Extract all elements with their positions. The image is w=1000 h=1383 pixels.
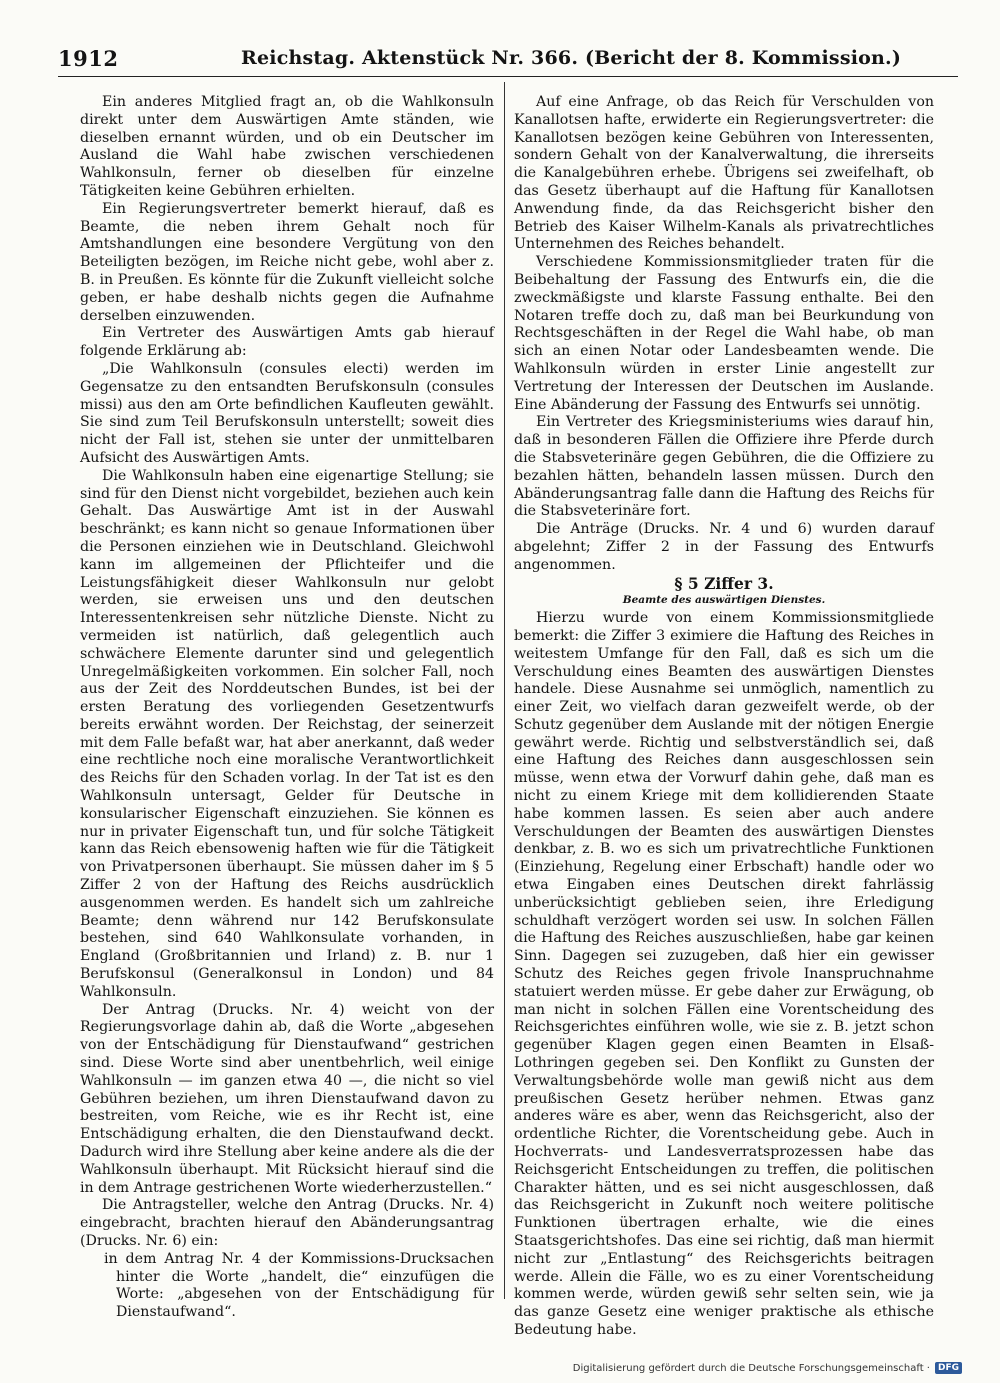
paragraph: Der Antrag (Drucks. Nr. 4) weicht von der Regierungsvorlage dahin ab, daß die Worte „abgesehen von der Entschädigung für Dienstaufwand“ gestrichen sind. Diese Worte sind aber unentbehrlich, weil einige Wahlkonsuln — im ganzen etwa 40 —, die nicht so viel Gebühren beziehen, um ihren Dienstaufwand davon zu bestreiten, vom Reiche, wie es ihr Recht ist, eine Entschädigung erhalten, die den Dienstaufwand deckt. Dadurch wird ihre Stellung aber keine andere als die der Wahlkonsuln überhaupt. Mit Rücksicht hierauf sind die in dem Antrage gestrichenen Worte wiederherzustellen.“: [80, 1001, 494, 1196]
page-header: [58, 46, 958, 76]
section-heading: § 5 Ziffer 3.: [674, 573, 774, 593]
paragraph: Ein anderes Mitglied fragt an, ob die Wahlkonsuln direkt unter dem Auswärtigen Amte ständen, wie dieselben ernannt würden, und ob ein Deutscher im Ausland die Wahl habe zwischen verschiedenen Wahlkonsuln, ferner ob dieselben für einzelne Tätigkeiten keine Gebühren erhielten.: [80, 94, 494, 199]
paragraph: Die Antragsteller, welche den Antrag (Drucks. Nr. 4) eingebracht, brachten hierauf den Abänderungsantrag (Drucks. Nr. 6) ein:: [80, 1197, 494, 1249]
paragraph: Verschiedene Kommissionsmitglieder traten für die Beibehaltung der Fassung des Entwurfs ein, die die zweckmäßigste und klarste Fassung enthalte. Bei den Notaren treffe doch zu, daß man bei Beurkundung von Rechtsgeschäften in der Regel die Wahl habe, ob man sich an einen Notar oder Landesbeamten wende. Die Wahlkonsuln würden in erster Linie angestellt zur Vertretung der Interessen der Deutschen im Auslande. Eine Abänderung der Fassung des Entwurfs sei unnötig.: [514, 254, 934, 413]
page-number: 1912: [58, 46, 119, 71]
column-divider: [504, 82, 505, 1299]
credit-text: Digitalisierung gefördert durch die Deutsche Forschungsgemeinschaft ·: [572, 1362, 930, 1374]
digitization-credit: [573, 1362, 962, 1374]
right-column: [514, 94, 934, 1340]
section-subheading: Beamte des auswärtigen Dienstes.: [622, 594, 826, 607]
dfg-logo: DFG: [935, 1362, 962, 1374]
paragraph: Auf eine Anfrage, ob das Reich für Verschulden von Kanallotsen hafte, erwiderte ein Regierungsvertreter: die Kanallotsen bezögen keine Gebühren von Interessenten, sondern Gehalt von der Kanalverwaltung, die ihrerseits die Kanalgebühren erhebe. Übrigens sei zweifelhaft, ob das Gesetz überhaupt auf die Haftung für Kanallotsen Anwendung finde, da das Reichsgericht bisher den Betrieb des Kaiser Wilhelm-Kanals als privatrechtliches Unternehmen des Reiches behandelt.: [514, 94, 934, 253]
paragraph: Hierzu wurde von einem Kommissionsmitgliede bemerkt: die Ziffer 3 eximiere die Haftung des Reiches in weitestem Umfange für den Fall, daß es sich um die Verschuldung eines Beamten des auswärtigen Dienstes handele. Diese Ausnahme sei unmöglich, namentlich zu einer Zeit, wo vielfach daran gezweifelt werde, ob der Schutz gegenüber dem Auslande mit der nötigen Energie gewährt werde. Richtig und selbstverständlich sei, daß eine Haftung des Reiches dann ausgeschlossen sein müsse, wenn etwa der Vorwurf dahin gehe, daß man es nicht zu einem Kriege mit dem kollidierenden Staate habe kommen lassen. Es seien aber auch andere Verschuldungen der Beamten des auswärtigen Dienstes denkbar, z. B. wo es sich um privatrechtliche Funktionen (Einziehung, Regelung einer Erbschaft) handle oder wo etwa Eingaben eines Deutschen direkt fahrlässig unberücksichtigt geblieben seien, ihre Erledigung schuldhaft verzögert worden sei usw. In solchen Fällen die Haftung des Reiches auszuschließen, habe gar keinen Sinn. Dagegen sei zuzugeben, daß hier ein gewisser Schutz des Reiches gegen frivole Inanspruchnahme statuiert werden müsse. Er gebe daher zur Erwägung, ob man nicht in solchen Fällen eine Vorentscheidung des Reichsgerichtes einführen wolle, wie sie z. B. jetzt schon gegenüber Klagen gegen einen Beamten in Elsaß-Lothringen gegeben sei. Den Konflikt zu Gunsten der Verwaltungsbehörde wolle man gewiß nicht aus dem preußischen Gesetz herüber nehmen. Etwas ganz anderes wäre es aber, wenn das Reichsgericht, also der ordentliche Richter, die Vorentscheidung gebe. Auch in Hochverrats- und Landesverratsprozessen habe das Reichsgericht Entscheidungen zu treffen, die politischen Charakter hätten, und es sei nicht ausgeschlossen, daß das Reichsgericht in Zukunft noch weitere politische Funktionen übertragen erhalte, wie die eines Staatsgerichtshofes. Das eine sei richtig, daß man hiermit nicht zur „Entlastung“ des Reichsgerichts beitragen werde. Allein die Fälle, wo es zu einer Vorentscheidung kommen werde, würden gewiß sehr selten sein, wie ja das ganze Gesetz eine weniger praktische als ethische Bedeutung habe.: [514, 610, 934, 1338]
header-rule: [58, 76, 958, 77]
running-head: Reichstag. Aktenstück Nr. 366. (Bericht der 8. Kommission.): [241, 47, 902, 69]
paragraph: Ein Vertreter des Auswärtigen Amts gab hierauf folgende Erklärung ab:: [80, 325, 494, 360]
quoted-motion: in dem Antrag Nr. 4 der Kommissions-Drucksachen hinter die Worte „handelt, die“ einzufügen die Worte: „abgesehen von der Entschädigung für Dienstaufwand“.: [104, 1250, 494, 1321]
left-column: [80, 94, 494, 1322]
paragraph: Die Anträge (Drucks. Nr. 4 und 6) wurden darauf abgelehnt; Ziffer 2 in der Fassung des Entwurfs angenommen.: [514, 521, 934, 573]
paragraph: „Die Wahlkonsuln (consules electi) werden im Gegensatze zu den entsandten Berufskonsuln (consules missi) aus den am Orte befindlichen Kaufleuten gewählt. Sie sind zum Teil Berufskonsuln unterstellt; soweit dies nicht der Fall ist, stehen sie unter der unmittelbaren Aufsicht des Auswärtigen Amts.: [80, 360, 494, 466]
paragraph: Die Wahlkonsuln haben eine eigenartige Stellung; sie sind für den Dienst nicht vorgebildet, beziehen auch kein Gehalt. Das Auswärtige Amt ist in der Auswahl beschränkt; es kann nicht so genaue Informationen über die Personen einziehen wie in Deutschland. Gleichwohl kann im allgemeinen der Pflichteifer und die Leistungsfähigkeit dieser Wahlkonsuln nur gelobt werden, sie erweisen uns und den deutschen Interessentenkreisen sehr nützliche Dienste. Nicht zu vermeiden ist natürlich, daß gelegentlich auch schwächere Elemente darunter sind und gelegentlich Unregelmäßigkeiten vorkommen. Ein solcher Fall, noch aus der Zeit des Norddeutschen Bundes, ist bei der ersten Beratung des vorliegenden Gesetzentwurfs bereits erwähnt worden. Der Reichstag, der seinerzeit mit dem Falle befaßt war, hat aber anerkannt, daß weder eine rechtliche noch eine moralische Verantwortlichkeit des Reichs für den Schaden vorlag. In der Tat ist es den Wahlkonsuln untersagt, Gelder für Deutsche in konsularischer Eigenschaft einzuziehen. Sie können es nur in privater Eigenschaft tun, und für solche Tätigkeit kann das Reich ebensowenig haften wie für die Tätigkeit von Privatpersonen überhaupt. Sie müssen daher im § 5 Ziffer 2 von der Haftung des Reichs ausdrücklich ausgenommen werden. Es handelt sich um zahlreiche Beamte; denn während nur 142 Berufskonsulate bestehen, sind 640 Wahlkonsulate vorhanden, in England (Großbritannien und Irland) z. B. nur 1 Berufskonsul (Generalkonsul in London) und 84 Wahlkonsuln.: [80, 467, 494, 1000]
paragraph: Ein Regierungsvertreter bemerkt hierauf, daß es Beamte, die neben ihrem Gehalt noch für Amtshandlungen eine besondere Vergütung von den Beteiligten bezögen, im Reiche nicht gebe, wohl aber z. B. in Preußen. Es könnte für die Zukunft vielleicht solche geben, er habe deshalb nichts gegen die Aufnahme derselben einzuwenden.: [80, 200, 494, 324]
paragraph: Ein Vertreter des Kriegsministeriums wies darauf hin, daß in besonderen Fällen die Offiziere ihre Pferde durch die Stabsveterinäre gegen Gebühren, die die Offiziere zu bezahlen hätten, behandeln lassen müssen. Durch den Abänderungsantrag falle dann die Haftung des Reichs für die Stabsveterinäre fort.: [514, 414, 934, 520]
